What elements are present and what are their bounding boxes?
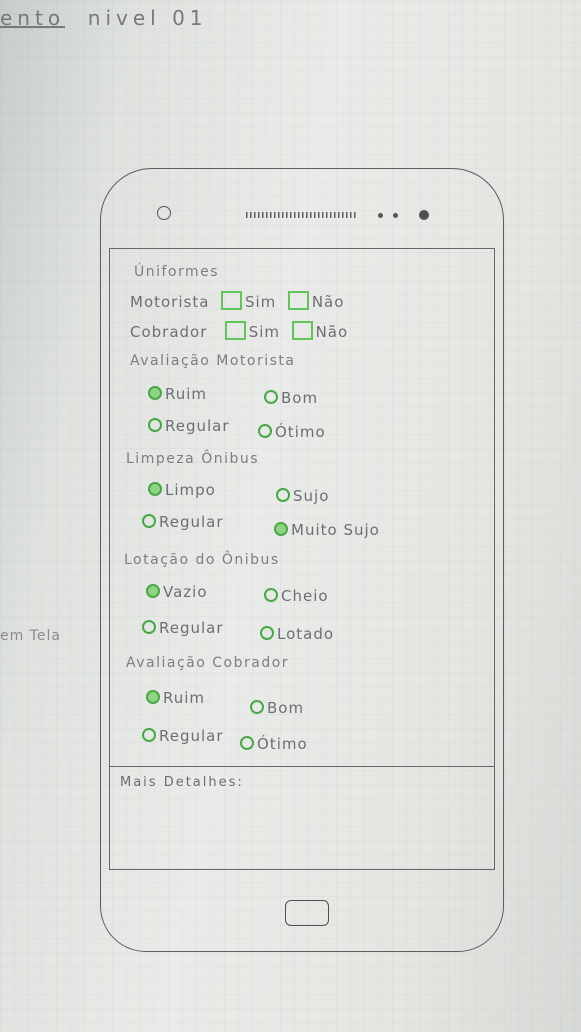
cobrador-sim-label: Sim: [248, 323, 281, 341]
sensor-dot-icon: [393, 213, 398, 218]
limpeza-option-muito-sujo[interactable]: Muito Sujo: [274, 521, 380, 539]
front-camera-icon: [157, 206, 171, 220]
home-button[interactable]: [285, 900, 329, 926]
lotacao-option-regular[interactable]: Regular: [142, 619, 224, 637]
lotacao-option-vazio[interactable]: Vazio: [146, 583, 208, 601]
motorista-option-otimo[interactable]: Ótimo: [258, 423, 326, 441]
lotacao-option-cheio[interactable]: Cheio: [264, 587, 329, 605]
radio-icon[interactable]: [276, 488, 290, 502]
limpeza-option-limpo[interactable]: Limpo: [148, 481, 216, 499]
uniform-cobrador-row: [130, 321, 348, 341]
radio-icon[interactable]: [260, 626, 274, 640]
cobrador-nao-checkbox[interactable]: [292, 321, 313, 340]
limpeza-option-sujo[interactable]: Sujo: [276, 487, 329, 505]
avaliacao-cobrador-title: Avaliação Cobrador: [126, 655, 290, 671]
cobrador-option-bom[interactable]: Bom: [250, 699, 304, 717]
radio-icon[interactable]: [146, 584, 160, 598]
uniform-motorista-row: [130, 291, 344, 311]
radio-icon[interactable]: [264, 390, 278, 404]
motorista-nao-checkbox[interactable]: [288, 291, 309, 310]
cobrador-label: Cobrador: [130, 323, 208, 341]
cobrador-option-otimo[interactable]: Ótimo: [240, 735, 308, 753]
lotacao-option-lotado[interactable]: Lotado: [260, 625, 334, 643]
uniforms-title: Úniformes: [134, 264, 220, 280]
limpeza-option-regular[interactable]: Regular: [142, 513, 224, 531]
motorista-nao-label: Não: [311, 293, 345, 311]
radio-icon[interactable]: [148, 386, 162, 400]
avaliacao-motorista-title: Avaliação Motorista: [130, 353, 296, 369]
radio-icon[interactable]: [142, 514, 156, 528]
cobrador-nao-label: Não: [315, 323, 349, 341]
details-label: Mais Detalhes:: [120, 775, 244, 790]
speaker-grille-icon: [246, 212, 356, 218]
motorista-sim-checkbox[interactable]: [221, 291, 242, 310]
header-title: nivel 01: [87, 6, 208, 30]
cobrador-sim-checkbox[interactable]: [225, 321, 246, 340]
lotacao-onibus-title: Lotação do Ônibus: [124, 552, 280, 568]
cobrador-option-ruim[interactable]: Ruim: [146, 689, 205, 707]
radio-icon[interactable]: [264, 588, 278, 602]
sensor-dot-icon: [378, 213, 383, 218]
radio-icon[interactable]: [148, 482, 162, 496]
radio-icon[interactable]: [250, 700, 264, 714]
radio-icon[interactable]: [258, 424, 272, 438]
motorista-option-bom[interactable]: Bom: [264, 389, 318, 407]
radio-icon[interactable]: [146, 690, 160, 704]
motorista-option-ruim[interactable]: Ruim: [148, 385, 207, 403]
radio-icon[interactable]: [142, 620, 156, 634]
side-label: em Tela: [0, 628, 61, 644]
proximity-sensor-icon: [419, 210, 429, 220]
radio-icon[interactable]: [148, 418, 162, 432]
page-header: [0, 6, 208, 30]
header-prefix: ento: [0, 6, 66, 30]
motorista-sim-label: Sim: [244, 293, 277, 311]
motorista-option-regular[interactable]: Regular: [148, 417, 230, 435]
phone-screen: [109, 248, 495, 870]
radio-icon[interactable]: [274, 522, 288, 536]
details-textarea[interactable]: [110, 766, 494, 869]
radio-icon[interactable]: [142, 728, 156, 742]
motorista-label: Motorista: [130, 293, 210, 311]
limpeza-onibus-title: Limpeza Ônibus: [126, 451, 260, 467]
phone-frame: [100, 168, 504, 952]
cobrador-option-regular[interactable]: Regular: [142, 727, 224, 745]
radio-icon[interactable]: [240, 736, 254, 750]
